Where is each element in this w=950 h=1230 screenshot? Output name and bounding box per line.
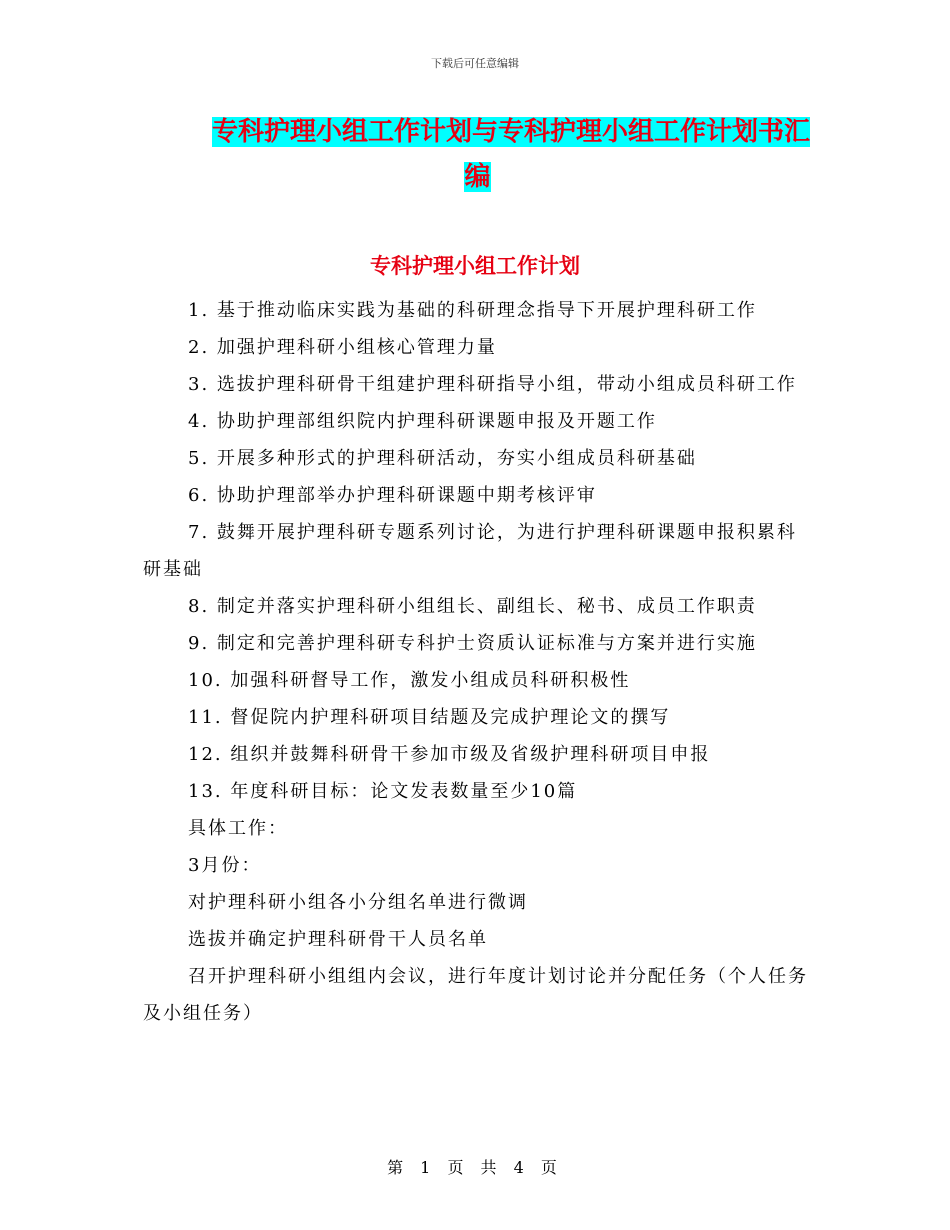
- list-item: 11. 督促院内护理科研项目结题及完成护理论文的撰写: [188, 707, 671, 728]
- document-title-line-1: [145, 110, 810, 155]
- list-item: 7. 鼓舞开展护理科研专题系列讨论，为进行护理科研课题申报积累科研基础: [143, 522, 797, 580]
- page-footer: 第 1 页 共 4 页: [387, 1158, 563, 1177]
- list-item: 5. 开展多种形式的护理科研活动，夯实小组成员科研基础: [188, 448, 697, 469]
- list-item: 1. 基于推动临床实践为基础的科研理念指导下开展护理科研工作: [188, 300, 757, 321]
- body-paragraph: 3月份：: [188, 855, 262, 876]
- list-item: 4. 协助护理部组织院内护理科研课题申报及开题工作: [188, 411, 657, 432]
- document-title-line-2: [145, 155, 810, 200]
- document-title: [145, 110, 810, 200]
- body-paragraph: 召开护理科研小组组内会议，进行年度计划讨论并分配任务（个人任务及小组任务）: [143, 966, 808, 1024]
- list-item: 8. 制定并落实护理科研小组组长、副组长、秘书、成员工作职责: [188, 596, 757, 617]
- list-item: 12. 组织并鼓舞科研骨干参加市级及省级护理科研项目申报: [188, 744, 711, 765]
- page-header-note: 下载后可任意编辑: [431, 57, 519, 70]
- list-item: 3. 选拔护理科研骨干组建护理科研指导小组，带动小组成员科研工作: [188, 374, 797, 395]
- document-body: [143, 292, 808, 1032]
- list-item: 6. 协助护理部举办护理科研课题中期考核评审: [188, 485, 597, 506]
- list-item: 2. 加强护理科研小组核心管理力量: [188, 337, 497, 358]
- body-paragraph: 对护理科研小组各小分组名单进行微调: [188, 892, 528, 913]
- list-item: 10. 加强科研督导工作，激发小组成员科研积极性: [188, 670, 631, 691]
- body-paragraph: 选拔并确定护理科研骨干人员名单: [188, 929, 488, 950]
- title-highlight: 专科护理小组工作计划与专科护理小组工作计划书汇: [211, 117, 810, 147]
- list-item: 13. 年度科研目标：论文发表数量至少10篇: [188, 781, 578, 802]
- list-item: 9. 制定和完善护理科研专科护士资质认证标准与方案并进行实施: [188, 633, 757, 654]
- title-highlight: 编: [464, 162, 491, 192]
- section-title: 专科护理小组工作计划: [370, 254, 580, 278]
- body-paragraph: 具体工作：: [188, 818, 288, 839]
